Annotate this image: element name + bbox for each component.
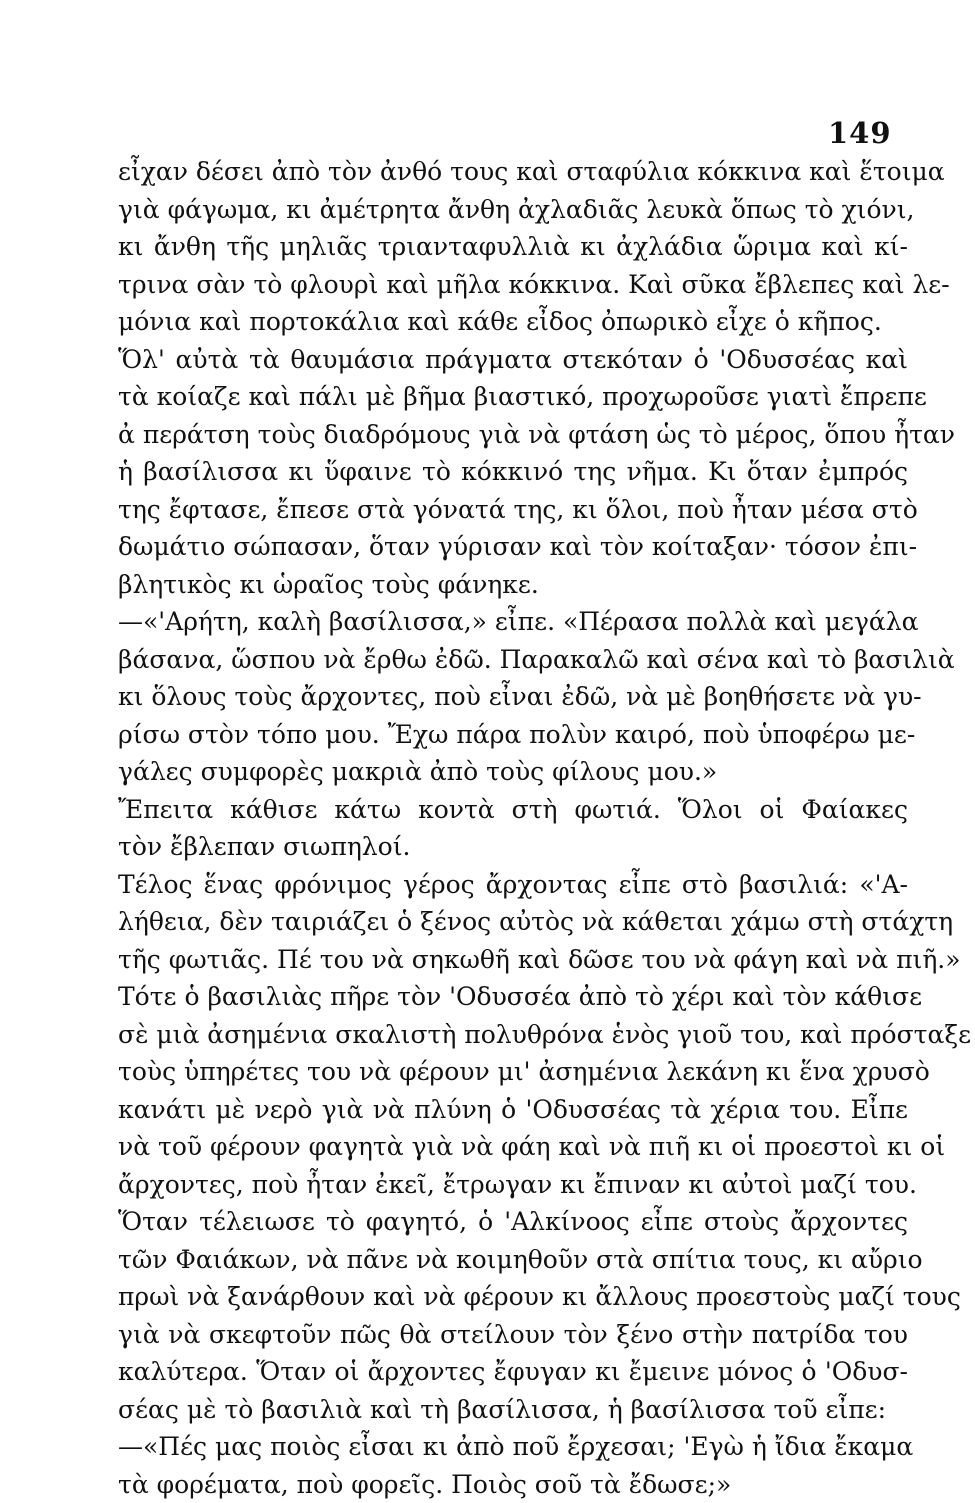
text-line: κανάτι μὲ νερὸ γιὰ νὰ πλύνη ὁ 'Οδυσσέας τὰ χέρια του. Εἶπε [118, 1091, 908, 1129]
text-line: πρωὶ νὰ ξανάρθουν καὶ νὰ φέρουν κι ἄλλους προεστοὺς μαζί τους [118, 1278, 908, 1316]
text-line: δωμάτιο σώπασαν, ὅταν γύρισαν καὶ τὸν κοίταξαν· τόσον ἐπι- [118, 528, 908, 566]
text-line: Ὅταν τέλειωσε τὸ φαγητό, ὁ 'Αλκίνοος εἶπε στοὺς ἄρχοντες [118, 1203, 908, 1241]
text-line: τὰ φορέματα, ποὺ φορεῖς. Ποιὸς σοῦ τὰ ἔδωσε;» [118, 1466, 908, 1503]
text-line: γάλες συμφορὲς μακριὰ ἀπὸ τοὺς φίλους μου.» [118, 753, 908, 791]
text-line: της ἔφτασε, ἔπεσε στὰ γόνατά της, κι ὅλοι, ποὺ ἦταν μέσα στὸ [118, 491, 908, 529]
text-line: ἄρχοντες, ποὺ ἦταν ἐκεῖ, ἔτρωγαν κι ἔπιναν κι αὐτοὶ μαζί του. [118, 1166, 908, 1204]
text-line: νὰ τοῦ φέρουν φαγητὰ γιὰ νὰ φάη καὶ νὰ πιῆ κι οἱ προεστοὶ κι οἱ [118, 1128, 908, 1166]
text-line: —«'Αρήτη, καλὴ βασίλισσα,» εἶπε. «Πέρασα πολλὰ καὶ μεγάλα [118, 603, 908, 641]
text-line: σὲ μιὰ ἀσημένια σκαλιστὴ πολυθρόνα ἑνὸς γιοῦ του, καὶ πρόσταξε [118, 1016, 908, 1054]
text-line: τῶν Φαιάκων, νὰ πᾶνε νὰ κοιμηθοῦν στὰ σπίτια τους, κι αὔριο [118, 1241, 908, 1279]
text-line: τὰ κοίαζε καὶ πάλι μὲ βῆμα βιαστικό, προχωροῦσε γιατὶ ἔπρεπε [118, 378, 908, 416]
text-line: Ἔπειτα κάθισε κάτω κοντὰ στὴ φωτιά. Ὅλοι οἱ Φαίακες [118, 791, 908, 829]
text-line: ἡ βασίλισσα κι ὕφαινε τὸ κόκκινό της νῆμα. Κι ὅταν ἐμπρός [118, 453, 908, 491]
text-line: τοὺς ὑπηρέτες του νὰ φέρουν μι' ἀσημένια λεκάνη κι ἕνα χρυσὸ [118, 1053, 908, 1091]
text-line: βάσανα, ὥσπου νὰ ἔρθω ἐδῶ. Παρακαλῶ καὶ σένα καὶ τὸ βασιλιὰ [118, 641, 908, 679]
text-line: μόνια καὶ πορτοκάλια καὶ κάθε εἶδος ὀπωρικὸ εἶχε ὁ κῆπος. [118, 303, 908, 341]
text-line: ἀ περάτση τοὺς διαδρόμους γιὰ νὰ φτάση ὡς τὸ μέρος, ὅπου ἦταν [118, 416, 908, 454]
text-line: γιὰ φάγωμα, κι ἀμέτρητα ἄνθη ἀχλαδιᾶς λευκὰ ὅπως τὸ χιόνι, [118, 191, 908, 229]
text-line: εἶχαν δέσει ἀπὸ τὸν ἀνθό τους καὶ σταφύλια κόκκινα καὶ ἕτοιμα [118, 153, 908, 191]
text-line: κι ὅλους τοὺς ἄρχοντες, ποὺ εἶναι ἐδῶ, νὰ μὲ βοηθήσετε νὰ γυ- [118, 678, 908, 716]
text-line: ρίσω στὸν τόπο μου. Ἔχω πάρα πολὺν καιρό, ποὺ ὑποφέρω με- [118, 716, 908, 754]
text-line: Τέλος ἕνας φρόνιμος γέρος ἄρχοντας εἶπε στὸ βασιλιά: «'Α- [118, 866, 908, 904]
text-line: Τότε ὁ βασιλιὰς πῆρε τὸν 'Οδυσσέα ἀπὸ τὸ χέρι καὶ τὸν κάθισε [118, 978, 908, 1016]
text-line: —«Πές μας ποιὸς εἶσαι κι ἀπὸ ποῦ ἔρχεσαι; 'Εγὼ ἡ ἴδια ἔκαμα [118, 1428, 908, 1466]
text-line: λήθεια, δὲν ταιριάζει ὁ ξένος αὐτὸς νὰ κάθεται χάμω στὴ στάχτη [118, 903, 908, 941]
text-line: καλύτερα. Ὅταν οἱ ἄρχοντες ἔφυγαν κι ἔμεινε μόνος ὁ 'Οδυσ- [118, 1353, 908, 1391]
text-line: γιὰ νὰ σκεφτοῦν πῶς θὰ στείλουν τὸν ξένο στὴν πατρίδα του [118, 1316, 908, 1354]
page-number: 149 [828, 116, 892, 150]
body-text [118, 153, 908, 1503]
text-line: τὸν ἔβλεπαν σιωπηλοί. [118, 828, 908, 866]
text-line: τρινα σὰν τὸ φλουρὶ καὶ μῆλα κόκκινα. Καὶ σῦκα ἔβλεπες καὶ λε- [118, 266, 908, 304]
text-line: τῆς φωτιᾶς. Πέ του νὰ σηκωθῆ καὶ δῶσε του νὰ φάγη καὶ νὰ πιῆ.» [118, 941, 908, 979]
text-line: Ὅλ' αὐτὰ τὰ θαυμάσια πράγματα στεκόταν ὁ 'Οδυσσέας καὶ [118, 341, 908, 379]
text-line: κι ἄνθη τῆς μηλιᾶς τριανταφυλλιὰ κι ἀχλάδια ὥριμα καὶ κί- [118, 228, 908, 266]
text-line: βλητικὸς κι ὡραῖος τοὺς φάνηκε. [118, 566, 908, 604]
text-line: σέας μὲ τὸ βασιλιὰ καὶ τὴ βασίλισσα, ἡ βασίλισσα τοῦ εἶπε: [118, 1391, 908, 1429]
